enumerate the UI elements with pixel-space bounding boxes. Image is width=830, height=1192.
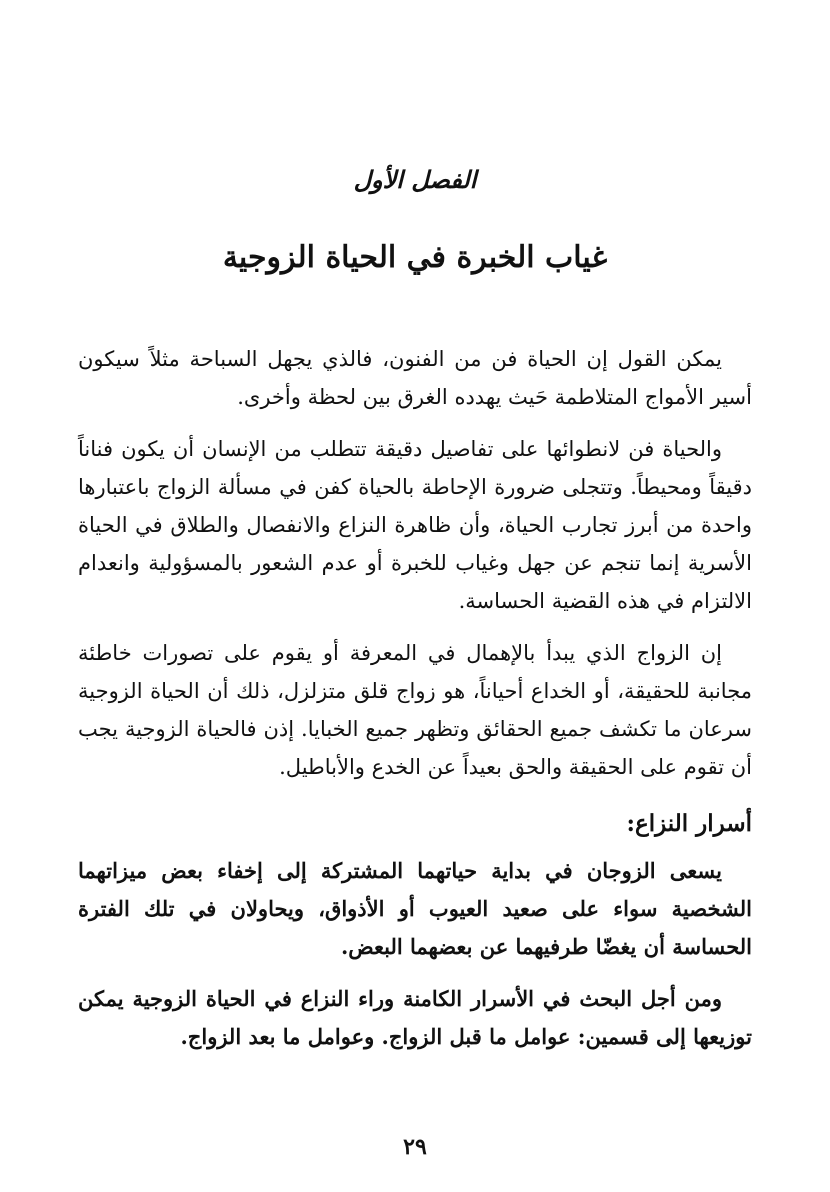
- section-paragraph-2: ومن أجل البحث في الأسرار الكامنة وراء النزاع في الحياة الزوجية يمكن توزيعها إلى قسمين: عوامل ما قبل الزواج. وعوامل ما بعد الزواج.: [78, 986, 752, 1049]
- section-heading: أسرار النزاع:: [626, 810, 752, 837]
- page-number: ٢٩: [403, 1134, 427, 1160]
- paragraph-1: يمكن القول إن الحياة فن من الفنون، فالذي يجهل السباحة مثلاً سيكون أسير الأمواج المتلاطمة حَيث يهدده الغرق بين لحظة وأخرى.: [78, 347, 752, 409]
- paragraph-2: والحياة فن لانطوائها على تفاصيل دقيقة تتطلب من الإنسان أن يكون فناناً دقيقاً ومحيطاً. وتتجلى ضرورة الإحاطة بالحياة كفن في مسألة الزواج باعتبارها واحدة من أبرز تجارب الحياة، وأن ظاهرة النزاع والانفصال والطلاق في الحياة الأسرية إنما تنجم عن جهل وغياب للخبرة أو عدم الشعور بالمسؤولية وانعدام الالتزام في هذه القضية الحساسة.: [78, 437, 752, 613]
- chapter-title: غياب الخبرة في الحياة الزوجية: [222, 240, 608, 275]
- section-paragraph-1: يسعى الزوجان في بداية حياتهما المشتركة إلى إخفاء بعض ميزاتهما الشخصية سواء على صعيد العيوب أو الأذواق، ويحاولان في تلك الفترة الحساسة أن يغضّا طرفيهما عن بعضهما البعض.: [78, 858, 752, 959]
- body-text: [78, 340, 752, 1070]
- chapter-label: الفصل الأول: [353, 165, 477, 194]
- paragraph-3: إن الزواج الذي يبدأ بالإهمال في المعرفة أو يقوم على تصورات خاطئة مجانبة للحقيقة، أو الخداع أحياناً، هو زواج قلق متزلزل، ذلك أن الحياة الزوجية سرعان ما تكشف جميع الحقائق وتظهر جميع الخبايا. إذن فالحياة الزوجية يجب أن تقوم على الحقيقة والحق بعيداً عن الخدع والأباطيل.: [78, 641, 752, 779]
